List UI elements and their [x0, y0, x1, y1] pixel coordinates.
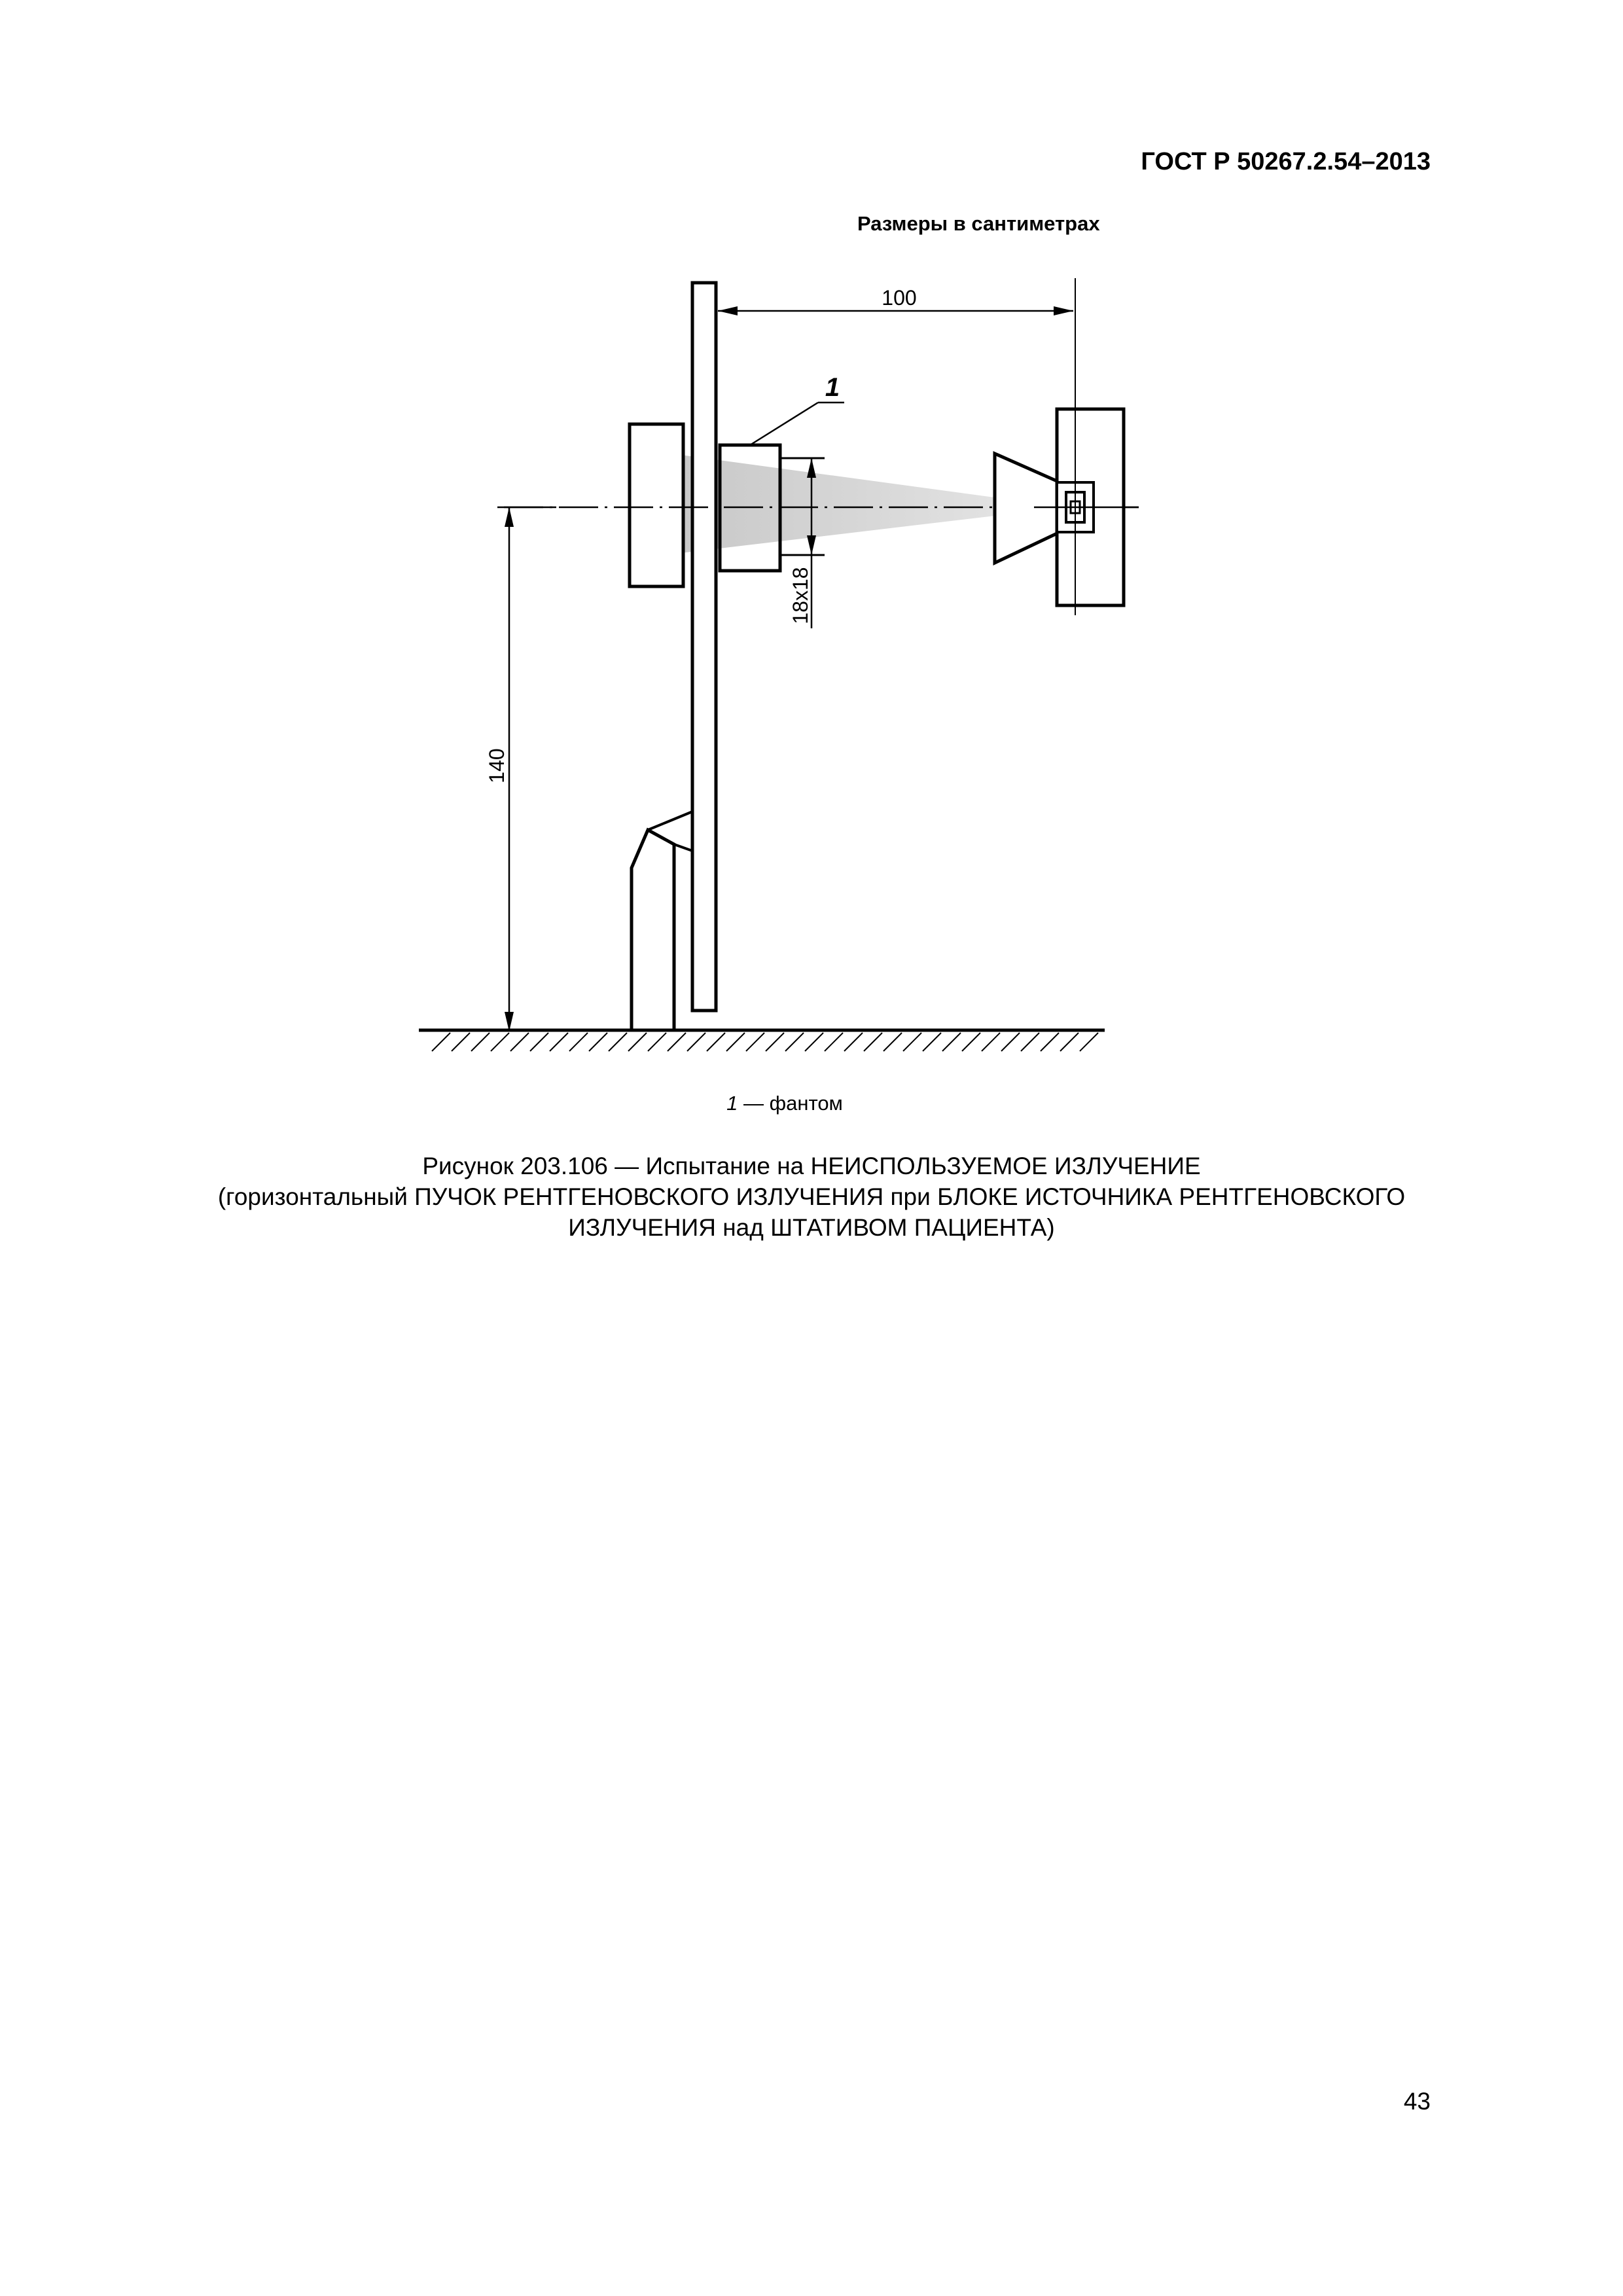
legend-text: — фантом — [743, 1092, 843, 1115]
dimension-height: 140 — [485, 748, 508, 783]
dimension-distance: 100 — [882, 286, 917, 310]
legend-number: 1 — [726, 1092, 738, 1115]
standard-code: ГОСТ Р 50267.2.54–2013 — [1141, 148, 1431, 175]
patient-stand-post — [692, 283, 716, 1011]
figure-caption — [98, 1151, 1525, 1243]
phantom-callout-number: 1 — [825, 373, 840, 402]
figure-legend — [0, 1092, 1569, 1115]
caption-line-3: ИЗЛУЧЕНИЯ над ШТАТИВОМ ПАЦИЕНТА) — [568, 1214, 1055, 1241]
floor-hatching — [432, 1033, 1098, 1051]
phantom-callout-leader — [750, 403, 818, 445]
stand-support-leg — [632, 830, 674, 1029]
units-note: Размеры в сантиметрах — [857, 212, 1100, 235]
caption-line-2: (горизонтальный ПУЧОК РЕНТГЕНОВСКОГО ИЗЛУЧЕНИЯ при БЛОКЕ ИСТОЧНИКА РЕНТГЕНОВСКОГО — [217, 1183, 1406, 1210]
caption-line-1: Рисунок 203.106 — Испытание на НЕИСПОЛЬЗУЕМОЕ ИЗЛУЧЕНИЕ — [422, 1153, 1201, 1179]
dimension-field-size: 18x18 — [789, 567, 812, 624]
detector-box — [630, 424, 683, 586]
page-number: 43 — [1403, 2088, 1431, 2115]
collimator — [995, 454, 1057, 563]
